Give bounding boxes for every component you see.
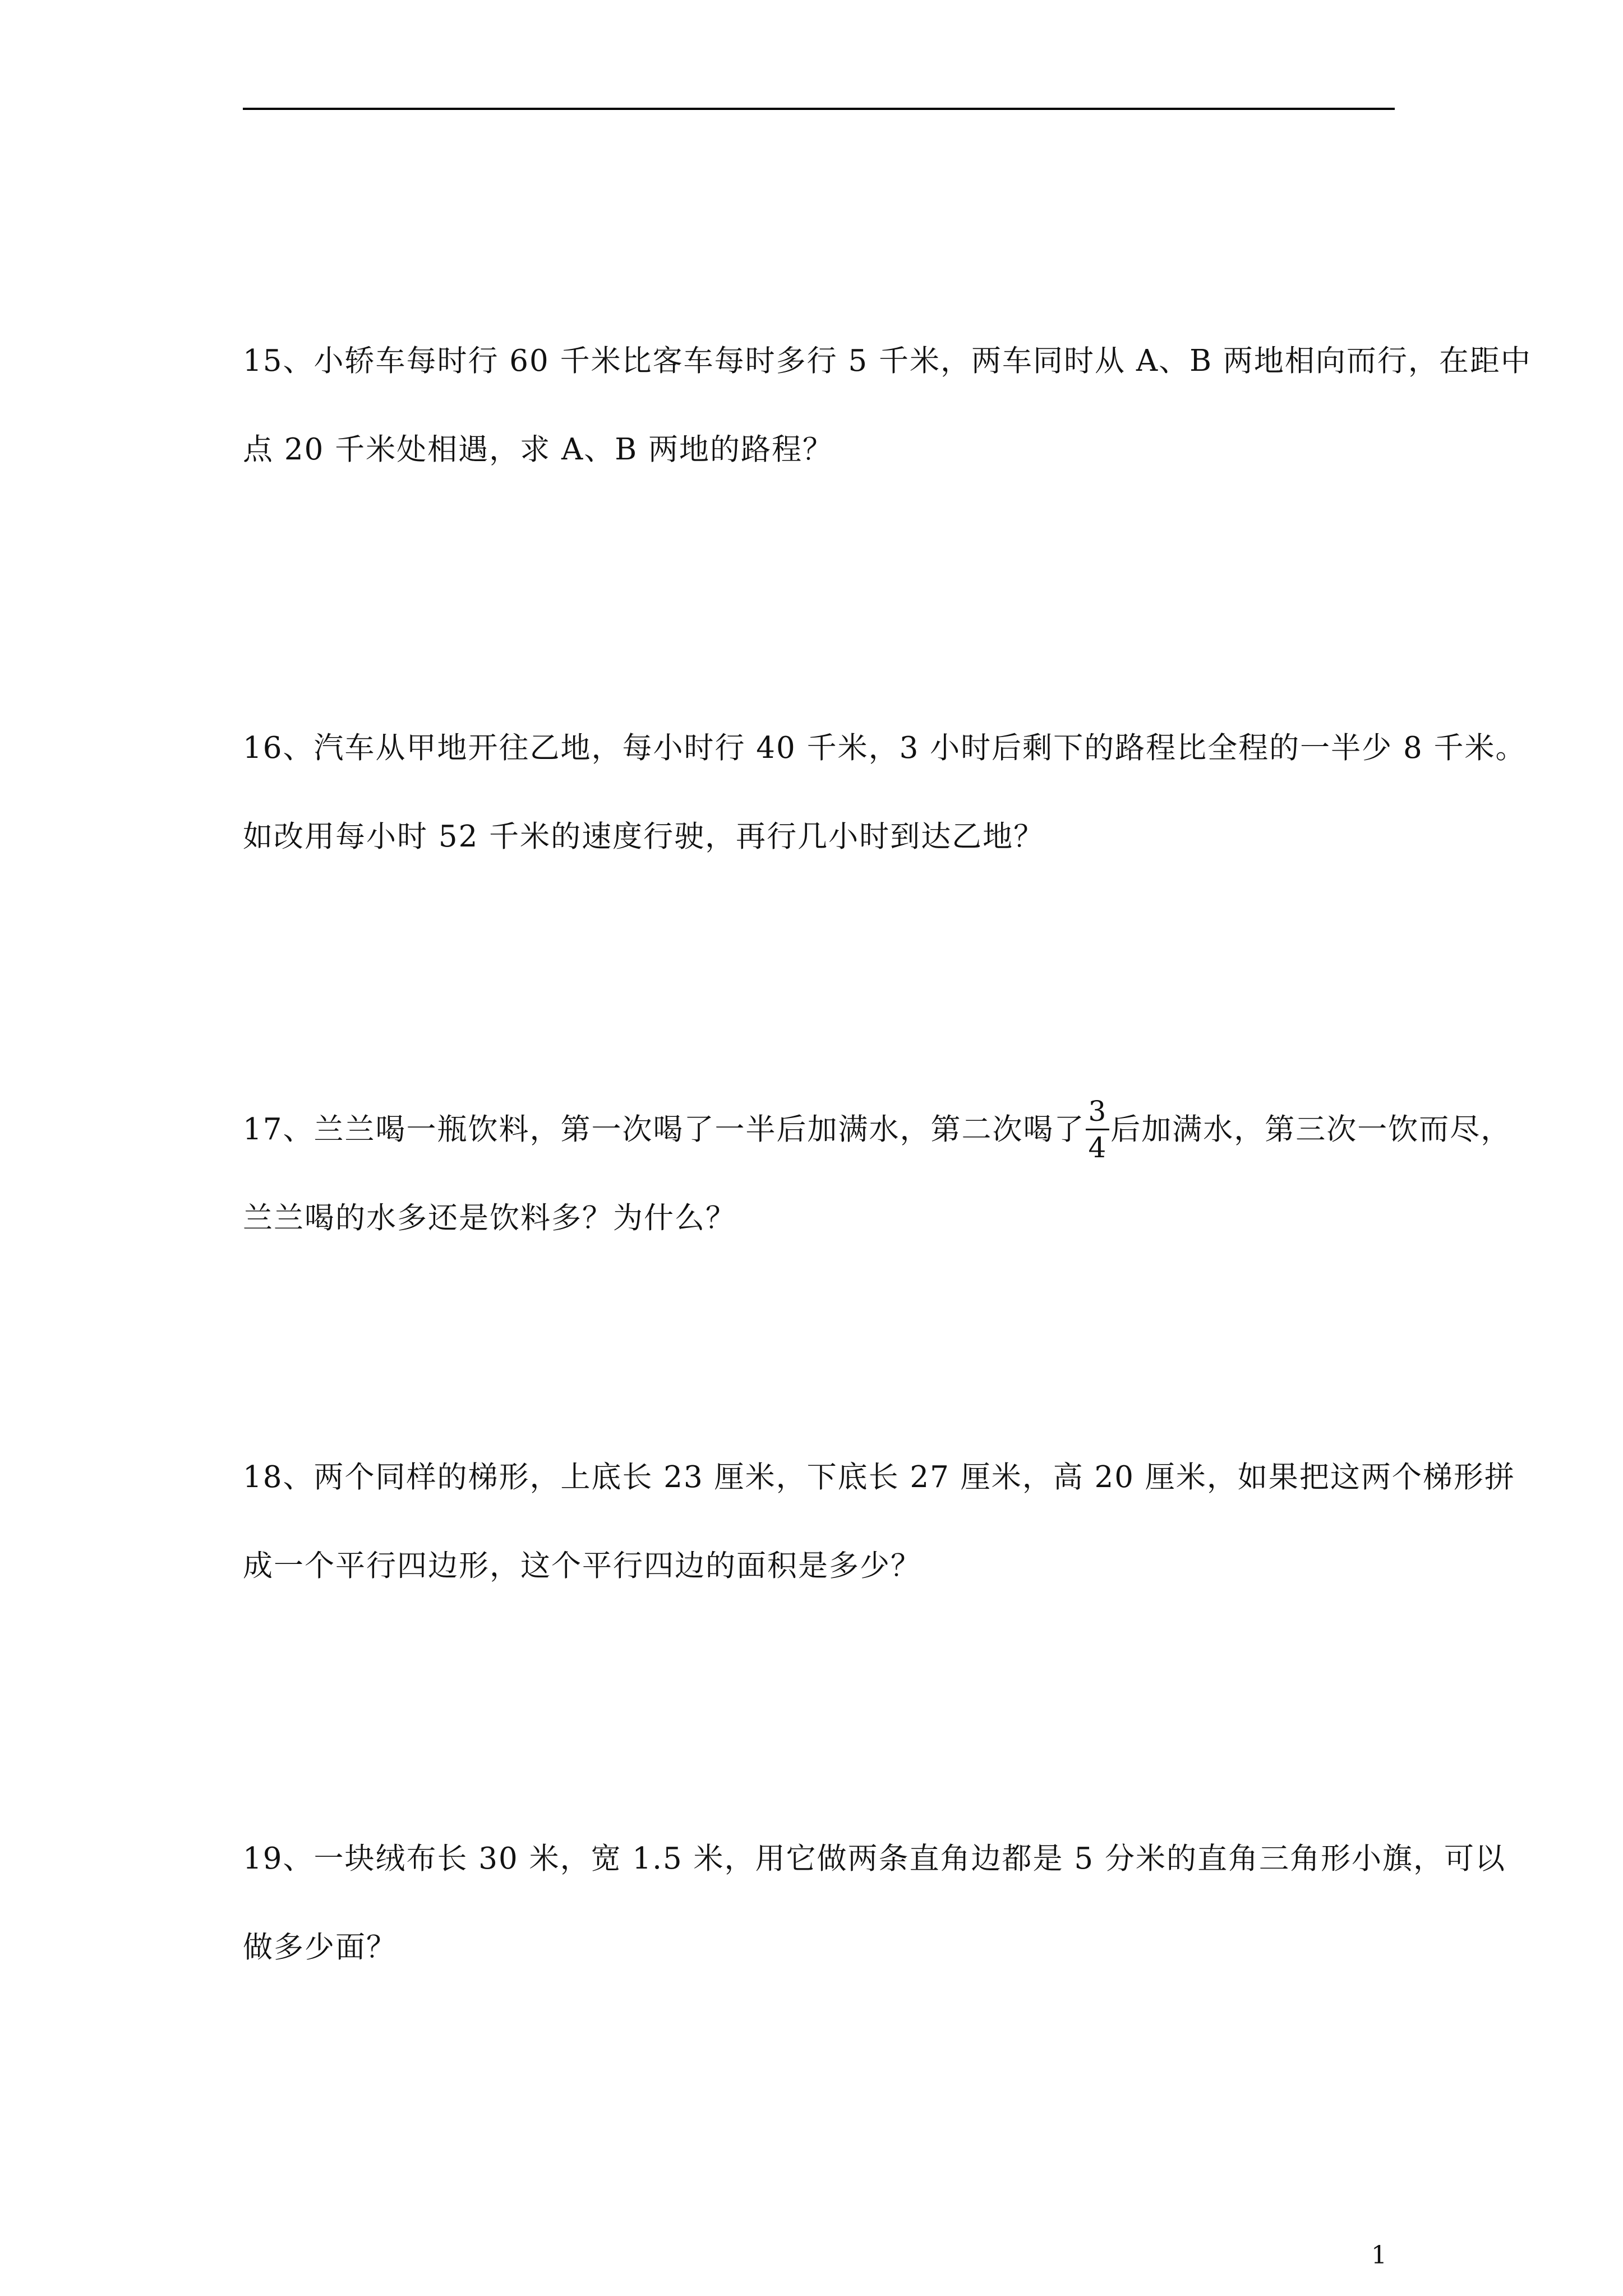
problem-17 [243,1085,1512,1263]
problem-19 [243,1815,1506,1992]
problem-text-line: 如改用每小时 52 千米的速度行驶，再行几小时到达乙地？ [243,820,1045,854]
problem-text-line: 成一个平行四边形，这个平行四边的面积是多少？ [243,1549,921,1583]
problem-16 [243,704,1527,881]
page-number: 1 [1371,2241,1387,2270]
problem-text-line: 18、两个同样的梯形，上底长 23 厘米，下底长 27 厘米，高 20 厘米，如果把这两个梯形拼 [243,1460,1515,1494]
problem-text-line: 15、小轿车每时行 60 千米比客车每时多行 5 千米，两车同时从 A、B 两地相向而行，在距中 [243,344,1532,378]
problem-18 [243,1433,1515,1611]
header-rule [243,108,1395,110]
problem-text-line: 兰兰喝的水多还是饮料多？为什么？ [243,1201,736,1235]
problem-text-line: 16、汽车从甲地开往乙地，每小时行 40 千米，3 小时后剩下的路程比全程的一半少 8 千米。 [243,731,1527,765]
problem-text-line [243,1085,1512,1174]
problem-text-line: 做多少面？ [243,1930,397,1964]
problem-15 [243,317,1532,494]
fraction-three-quarters [1086,1097,1109,1162]
fraction-numerator: 3 [1086,1097,1109,1130]
problem-text-line: 点 20 千米处相遇，求 A、B 两地的路程？ [243,432,834,467]
problem-text-segment: 后加满水，第三次一饮而尽， [1110,1112,1512,1147]
fraction-denominator: 4 [1088,1131,1108,1164]
problem-text-segment: 17、兰兰喝一瓶饮料，第一次喝了一半后加满水，第二次喝了 [243,1112,1085,1147]
problem-text-line: 19、一块绒布长 30 米，宽 1.5 米，用它做两条直角边都是 5 分米的直角三角形小旗，可以 [243,1842,1506,1876]
